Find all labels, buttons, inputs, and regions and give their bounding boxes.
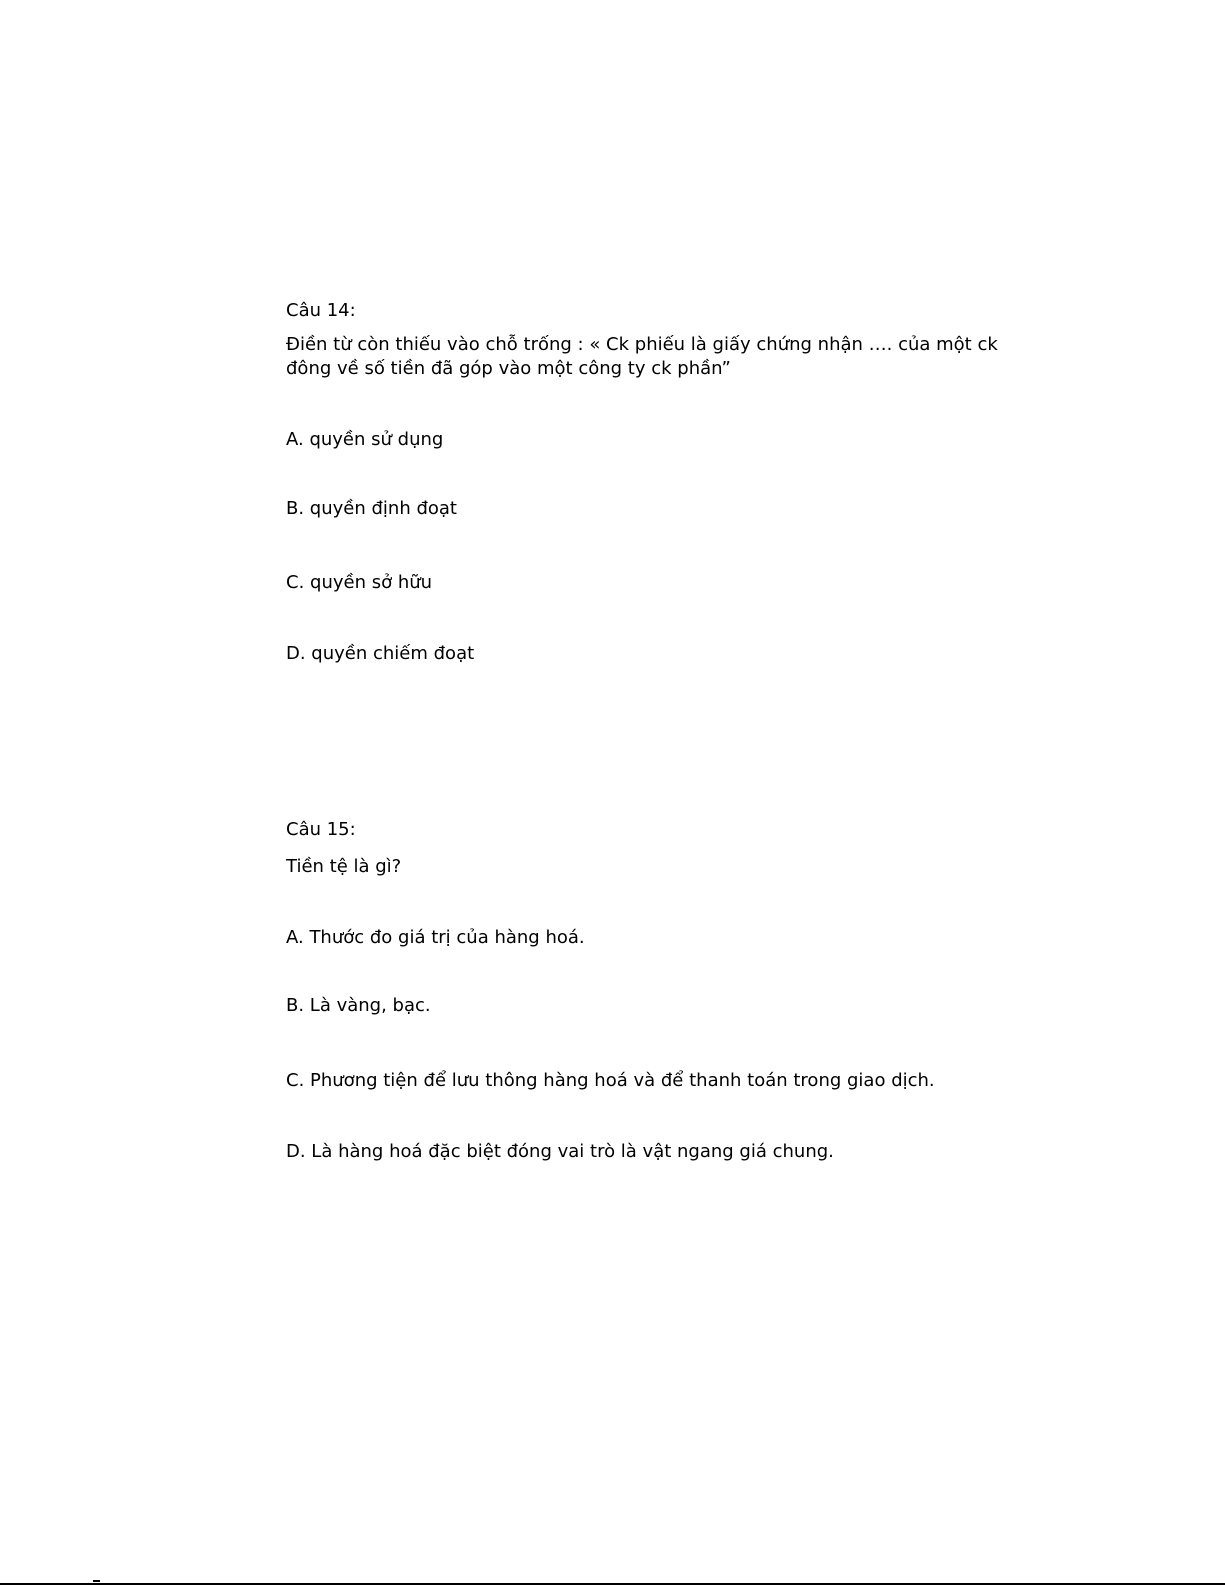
page-corner-mark bbox=[93, 1580, 100, 1582]
option-a: A. quyền sử dụng bbox=[286, 429, 444, 450]
option-c: C. Phương tiện để lưu thông hàng hoá và để thanh toán trong giao dịch. bbox=[286, 1070, 935, 1091]
option-b: B. Là vàng, bạc. bbox=[286, 995, 431, 1016]
option-c: C. quyền sở hữu bbox=[286, 572, 433, 593]
option-a: A. Thước đo giá trị của hàng hoá. bbox=[286, 927, 585, 948]
question-text: Tiền tệ là gì? bbox=[286, 856, 402, 877]
option-d: D. quyền chiếm đoạt bbox=[286, 643, 475, 664]
question-text: Điền từ còn thiếu vào chỗ trống : « Ck phiếu là giấy chứng nhận …. của một ck đông về số tiền đã góp vào một công ty ck phần” bbox=[286, 334, 998, 379]
option-b: B. quyền định đoạt bbox=[286, 498, 457, 519]
question-title: Câu 14: bbox=[286, 300, 356, 321]
option-d: D. Là hàng hoá đặc biệt đóng vai trò là vật ngang giá chung. bbox=[286, 1141, 834, 1162]
question-title: Câu 15: bbox=[286, 819, 356, 840]
